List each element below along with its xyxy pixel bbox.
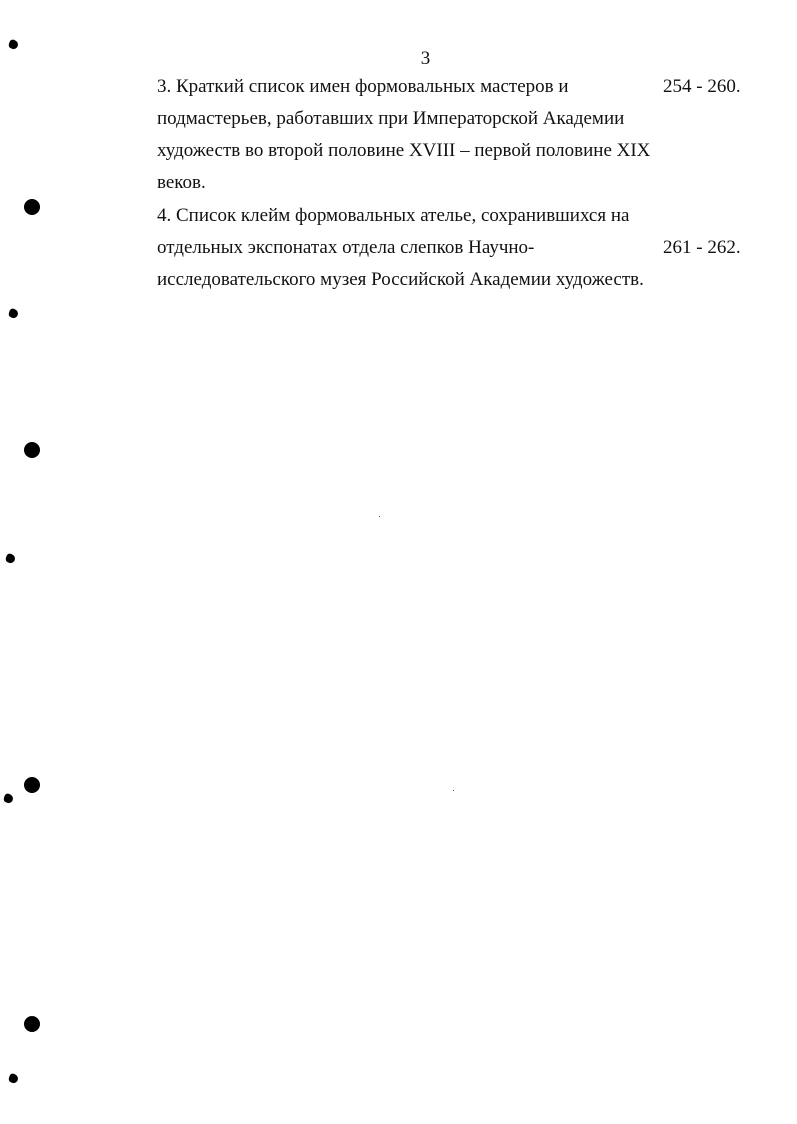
toc-entry-3-line-4: веков. (157, 172, 206, 193)
punch-hole (24, 442, 40, 458)
toc-entry-4-line-1: 4. Список клейм формовальных ателье, сохранившихся на (157, 205, 630, 226)
scan-mark (3, 793, 15, 805)
toc-entry-3-pages: 254 - 260. (663, 76, 741, 97)
toc-entry-3-line-3: художеств во второй половине XVIII – первой половине XIX (157, 140, 651, 161)
punch-hole (24, 777, 40, 793)
toc-entry-3-line-2: подмастерьев, работавших при Императорской Академии (157, 108, 625, 129)
toc-entry-3-line-1: 3. Краткий список имен формовальных мастеров и (157, 76, 569, 97)
page-number: 3 (420, 48, 431, 69)
toc-entry-4-line-3: исследовательского музея Российской Академии художеств. (157, 269, 644, 290)
punch-hole (24, 199, 40, 215)
toc-entry-4-pages: 261 - 262. (663, 237, 741, 258)
toc-entry-4-line-2: отдельных экспонатах отдела слепков Научно- (157, 237, 535, 258)
scan-mark (8, 1073, 20, 1085)
punch-hole (24, 1016, 40, 1032)
scan-mark (5, 553, 17, 565)
scan-speck (453, 790, 454, 791)
scan-speck (379, 516, 380, 517)
scan-mark (8, 308, 20, 320)
